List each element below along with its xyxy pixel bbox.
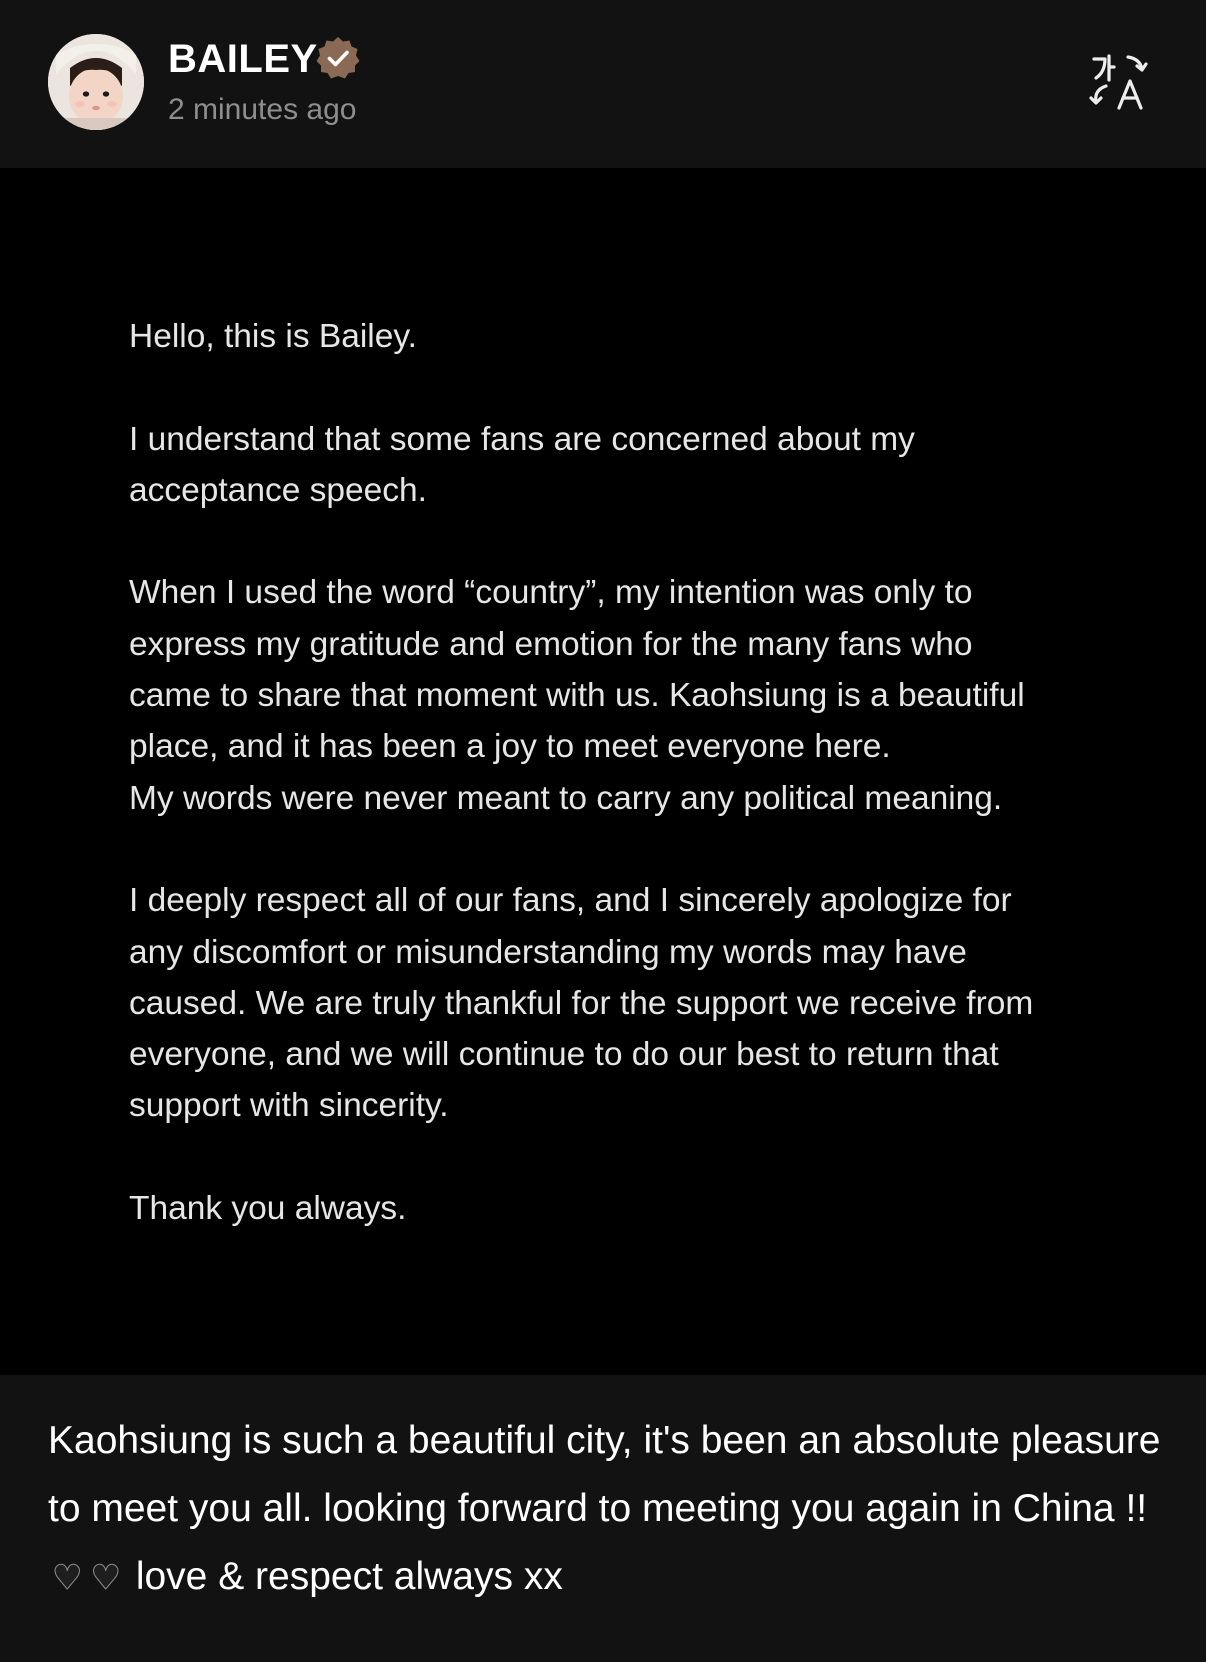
translate-icon[interactable]: [1088, 50, 1152, 114]
letter-paragraph: When I used the word “country”, my intention was only to express my gratitude and emotion for the many fans who came to share that moment with us. Kaohsiung is a beautiful place, and it has been a joy to meet everyone here. My words were never meant to carry any political meaning.: [129, 574, 1025, 817]
avatar[interactable]: [48, 34, 144, 130]
caption-text: Kaohsiung is such a beautiful city, it's been an absolute pleasure to meet you all. looking forward to meeting you again in China !!: [48, 1419, 1161, 1530]
letter-image[interactable]: [0, 168, 1206, 1375]
post-caption: [48, 1407, 1168, 1612]
black-heart-icon: ♥: [52, 1558, 83, 1598]
letter-paragraph: I understand that some fans are concerned about my acceptance speech.: [129, 420, 915, 509]
post-timestamp: 2 minutes ago: [168, 93, 357, 126]
black-heart-icon: ♥: [90, 1558, 121, 1598]
verified-badge-icon: [314, 34, 362, 82]
author-name[interactable]: BAILEY: [168, 37, 318, 81]
avatar-image: [48, 34, 144, 130]
letter-paragraph: I deeply respect all of our fans, and I sincerely apologize for any discomfort or misunderstanding my words may have caused. We are truly thankful for the support we receive from everyone, and we will continue to do our best to return that support with sincerity.: [129, 882, 1034, 1125]
letter-text: [129, 311, 1129, 1286]
letter-paragraph: Hello, this is Bailey.: [129, 318, 417, 355]
letter-paragraph: Thank you always.: [129, 1190, 407, 1228]
caption-text-end: love & respect always xx: [135, 1555, 563, 1598]
post-caption-area: [0, 1375, 1206, 1662]
post-header: [0, 0, 1206, 168]
